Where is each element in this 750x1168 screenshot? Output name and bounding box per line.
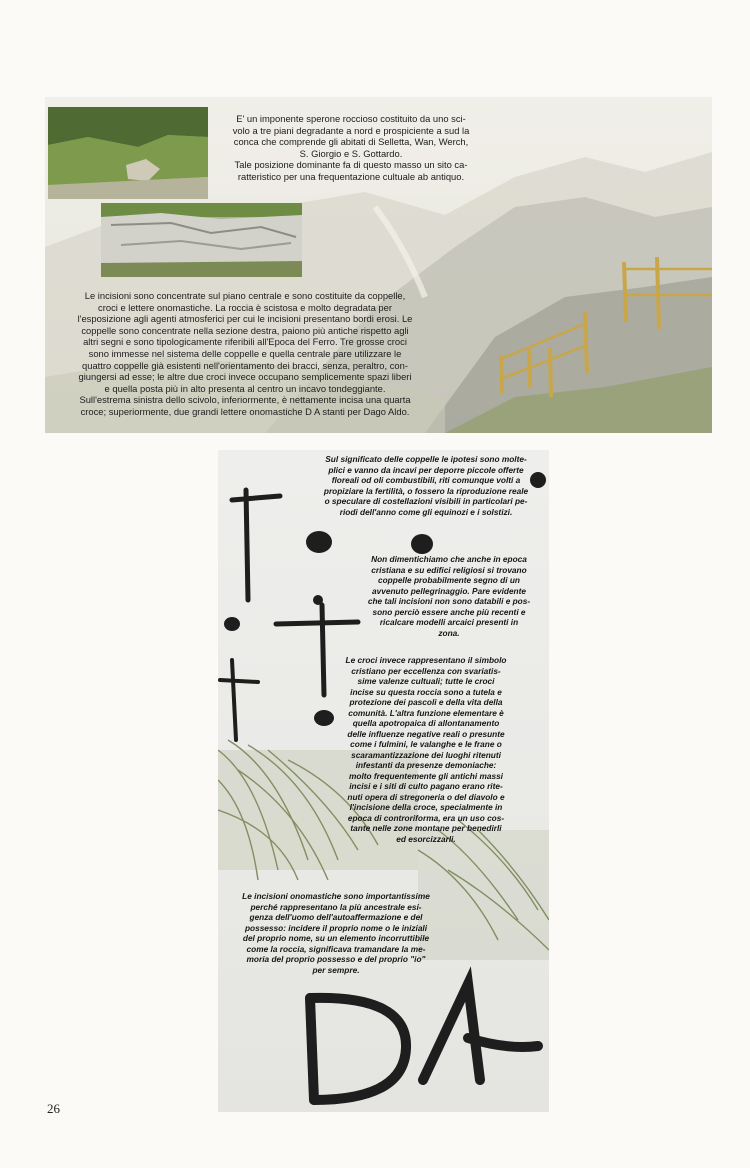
text-line: molto frequentemente gli antichi massi xyxy=(349,770,503,781)
text-line: quella apotropaica di allontanamento xyxy=(352,718,500,728)
text-line: quattro coppelle già esistenti nell'orientamento dei bracci, senza, peraltro, con- xyxy=(82,359,408,371)
text-line: incisi e i siti di culto pagano erano rite- xyxy=(349,781,503,791)
intro-paragraph xyxy=(213,113,489,183)
text-line: cristiano per eccellenza con svariatis- xyxy=(351,665,501,676)
text-line: come la roccia, significava tramandare la me- xyxy=(246,943,426,954)
text-line: o speculare di costellazioni visibili in particolari pe- xyxy=(324,496,528,506)
text-line: possesso: incidere il proprio nome o le iniziali xyxy=(244,922,428,933)
text-line: tante nelle zone montane per benedirli xyxy=(350,823,502,833)
text-line: floreali od oli combustibili, riti comunque volti a xyxy=(331,475,521,485)
text-line: altri segni e sono tipologicamente riferibili all'Epoca del Ferro. Tre grosse croci xyxy=(83,336,407,348)
text-line: Non dimentichiamo che anche in epoca xyxy=(371,554,527,564)
text-line: Sul significato delle coppelle le ipotesi sono molte- xyxy=(325,454,527,464)
mountain-slope-photo xyxy=(48,107,208,199)
description-paragraph xyxy=(51,290,439,418)
text-line: conca che comprende gli abitati di Selletta, Wan, Werch, xyxy=(233,136,469,148)
text-line: Le incisioni sono concentrate sul piano centrale e sono costituite da coppelle, xyxy=(84,290,406,301)
rock-outcrop-photo xyxy=(101,203,302,277)
text-line: genza dell'uomo dell'autoaffermazione e del xyxy=(249,912,423,922)
text-line: croce; superiormente, due grandi lettere onomastiche D A stanti per Dago Aldo. xyxy=(80,405,410,417)
text-line: E' un imponente sperone roccioso costituito da uno sci- xyxy=(236,113,466,124)
text-line: che tali incisioni non sono databili e pos- xyxy=(367,596,531,606)
text-line: ricalcare modelli arcaici presenti in xyxy=(379,617,519,627)
text-line: incise su questa roccia sono a tutela e xyxy=(350,686,502,697)
text-line: moria del proprio possesso e del proprio "io" xyxy=(246,954,426,964)
landscape-panel xyxy=(45,97,712,433)
text-line: infestanti da presenze demoniache: xyxy=(355,760,497,770)
text-line: riodi dell'anno come gli equinozi e i solstizi. xyxy=(339,506,513,517)
text-line: coppelle sono concentrate nella sezione destra, paiono più antiche rispetto agli xyxy=(81,324,409,336)
text-line: plici e vanno da incavi per deporre piccole offerte xyxy=(328,464,524,475)
incised-cross-icon xyxy=(232,490,280,600)
text-line: volo a tre piani degradante a nord e prospiciente a sud la xyxy=(232,124,470,136)
crosses-meaning-paragraph xyxy=(313,655,539,844)
incised-letters-da xyxy=(310,984,538,1100)
text-line: propiziare la fertilità, o fossero la riproduzione reale xyxy=(323,485,529,496)
text-line: S. Giorgio e S. Gottardo. xyxy=(299,147,403,159)
text-line: l'incisione della croce, specialmente in xyxy=(349,802,503,812)
text-line: zona. xyxy=(438,627,460,638)
text-line: croci e lettere onomastiche. La roccia è scistosa e molto degradata per xyxy=(98,301,392,313)
text-line: scaramantizzazione dei luoghi ritenuti xyxy=(351,749,501,760)
text-line: perché rappresentano la più ancestrale esi- xyxy=(250,901,422,912)
text-line: delle influenze negative reali o presunte xyxy=(347,728,505,739)
text-line: l'esposizione agli agenti atmosferici per cui le incisioni presentano bordi erosi. Le xyxy=(77,313,413,325)
text-line: Sull'estrema sinistra dello scivolo, inferiormente, è nettamente incisa una quarta xyxy=(79,394,411,406)
text-line: sono perciò essere anche più recenti e xyxy=(372,606,526,617)
text-line: epoca di controriforma, era un uso cos- xyxy=(347,812,505,823)
text-line: Tale posizione dominante fa di questo masso un sito ca- xyxy=(234,159,468,171)
cup-marks-meaning-paragraph xyxy=(313,454,539,517)
text-line: sime valenze cultuali; tutte le croci xyxy=(357,676,495,686)
rock-incisions-panel xyxy=(218,450,549,1112)
page-number: 26 xyxy=(47,1101,60,1116)
text-line: avvenuto pellegrinaggio. Pare evidente xyxy=(372,585,526,596)
text-line: sono immesse nel sistema delle coppelle e quella centrale pare utilizzare le xyxy=(88,347,402,359)
text-line: giungersi ad esse; le altre due croci invece occupano semplicemente spazi liberi xyxy=(78,371,412,383)
text-line: cristiana e su edifici religiosi si trovano xyxy=(371,564,527,575)
christian-era-paragraph xyxy=(356,554,542,638)
text-line: comunità. L'altra funzione elementare è xyxy=(348,707,504,718)
text-line: nuti opera di stregoneria o del diavolo e xyxy=(347,791,505,802)
text-line: ed esorcizzarli. xyxy=(396,833,456,844)
text-line: come i fulmini, le valanghe e le frane o xyxy=(350,739,502,749)
incised-cross-icon xyxy=(220,660,258,740)
text-line: per sempre. xyxy=(312,964,360,975)
text-line: ratteristico per una frequentazione cultuale ab antiquo. xyxy=(237,170,465,182)
text-line: del proprio nome, su un elemento incorruttibile xyxy=(242,933,430,943)
text-line: protezione dei pascoli e della vita della xyxy=(349,697,503,707)
text-line: Le incisioni onomastiche sono importantissime xyxy=(242,891,430,901)
text-line: coppelle probabilmente segno di un xyxy=(378,575,520,585)
text-line: e quella posta più in alto presenta al centro un incavo tondeggiante. xyxy=(104,382,386,394)
name-incisions-paragraph xyxy=(223,891,449,975)
text-line: Le croci invece rappresentano il simbolo xyxy=(345,655,507,665)
